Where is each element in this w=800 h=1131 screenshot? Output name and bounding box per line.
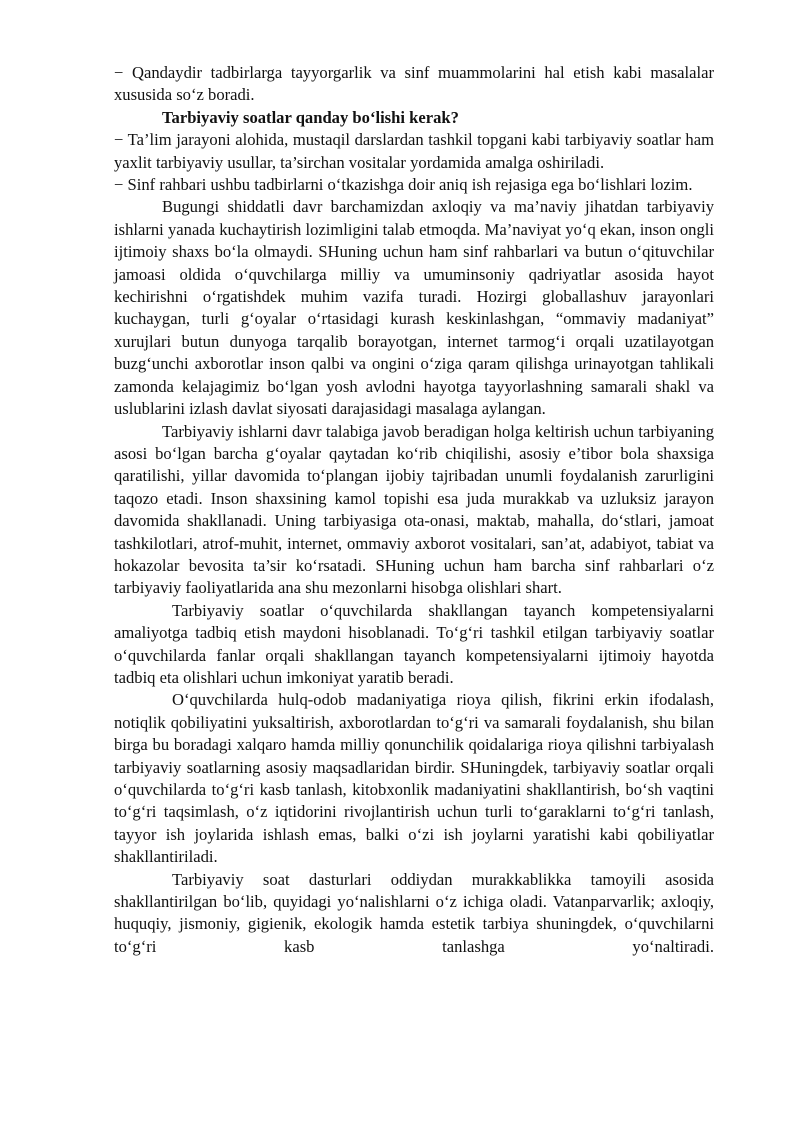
paragraph-body-5: Tarbiyaviy soat dasturlari oddiydan murakkablikka tamoyili asosida shakllantirilgan bo‘lib, quyidagi yo‘nalishlarni o‘z ichiga oladi. Vatanparvarlik; axloqiy, huquqiy, jismoniy, gigienik, ekologik hamda estetik tarbiya shuningdek, o‘quvchilarni to‘g‘ri kasb tanlashga yo‘naltiradi. (114, 869, 714, 956)
paragraph-body-1: Bugungi shiddatli davr barchamizdan axloqiy va ma’naviy jihatdan tarbiyaviy ishlarni yanada kuchaytirish lozimligini talab etmoqda. Ma’naviyat yo‘q ekan, inson ongli ijtimoiy shaxs bo‘la olmaydi. SHuning uchun ham sinf rahbarlari va butun o‘qituvchilar jamoasi oldida o‘quvchilarga milliy va umuminsoniy qadriyatlar asosida hayot kechirishni o‘rgatishdek muhim vazifa turadi. Hozirgi globallashuv jarayonlari kuchaygan, turli g‘oyalar o‘rtasidagi kurash keskinlashgan, “ommaviy madaniyat” xurujlari butun dunyoga tarqalib borayotgan, internet tarmog‘i orqali uzatilayotgan buzg‘unchi axborotlar inson qalbi va ongini o‘ziga qaram qilishga urinayotgan tahlikali zamonda kelajagimiz bo‘lgan yosh avlodni hayotga tayyorlashning samarali shakl va uslublarini izlash davlat siyosati darajasidagi masalaga aylangan. (114, 197, 714, 419)
section-heading: Tarbiyaviy soatlar qanday bo‘lishi kerak? (162, 107, 459, 127)
paragraph-dash-1: − Ta’lim jarayoni alohida, mustaqil darslardan tashkil topgani kabi tarbiyaviy soatlar ham yaxlit tarbiyaviy usullar, ta’sirchan vositalar yordamida amalga oshiriladi. (114, 130, 714, 172)
paragraph-body-2: Tarbiyaviy ishlarni davr talabiga javob beradigan holga keltirish uchun tarbiyaning asosi bo‘lgan barcha g‘oyalar qaytadan ko‘rib chiqilishi, asosiy e’tibor bola shaxsiga qaratilishi, yillar davomida to‘plangan ijobiy tajribadan unumli foydalanish zarurligini taqozo etadi. Inson shaxsining kamol topishi esa juda murakkab va uzluksiz jarayon davomida shakllanadi. Uning tarbiyasiga ota-onasi, maktab, mahalla, do‘stlari, jamoat tashkilotlari, atrof-muhit, internet, ommaviy axborot vositalari, san’at, adabiyot, tabiat va hokazolar bevosita ta’sir ko‘rsatadi. SHuning uchun ham barcha sinf rahbarlari o‘z tarbiyaviy faoliyatlarida ana shu mezonlarni hisobga olishlari shart. (114, 421, 714, 598)
paragraph-dash-2: − Sinf rahbari ushbu tadbirlarni o‘tkazishga doir aniq ish rejasiga ega bo‘lishlari lozim. (114, 175, 693, 195)
paragraph-intro-dash: − Qandaydir tadbirlarga tayyorgarlik va sinf muammolarini hal etish kabi masalalar xususida so‘z boradi. (114, 63, 714, 105)
paragraph-body-3: Tarbiyaviy soatlar o‘quvchilarda shakllangan tayanch kompetensiyalarni amaliyotga tadbiq etish maydoni hisoblanadi. To‘g‘ri tashkil etilgan tarbiyaviy soatlar o‘quvchilarda fanlar orqali shakllangan tayanch kompetensiyalarni ijtimoiy hayotda tadbiq eta olishlari uchun imkoniyat yaratib beradi. (114, 600, 714, 687)
document-page (114, 62, 714, 958)
paragraph-body-4: O‘quvchilarda hulq-odob madaniyatiga rioya qilish, fikrini erkin ifodalash, notiqlik qobiliyatini yuksaltirish, axborotlardan to‘g‘ri va samarali foydalanish, shu bilan birga bu boradagi xalqaro hamda milliy qonunchilik qoidalariga rioya qilishni tarbiyalash tarbiyaviy soatlarning asosiy maqsadlaridan birdir. SHuningdek, tarbiyaviy soatlar orqali o‘quvchilarda to‘g‘ri kasb tanlash, kitobxonlik madaniyatini shakllantirish, bo‘sh vaqtini to‘g‘ri taqsimlash, o‘z iqtidorini rivojlantirish uchun turli to‘garaklarni to‘g‘ri tanlash, tayyor ish joylarida ishlash emas, balki o‘zi ish joylarni yaratishi kabi qobiliyatlar shakllantiriladi. (114, 690, 714, 867)
